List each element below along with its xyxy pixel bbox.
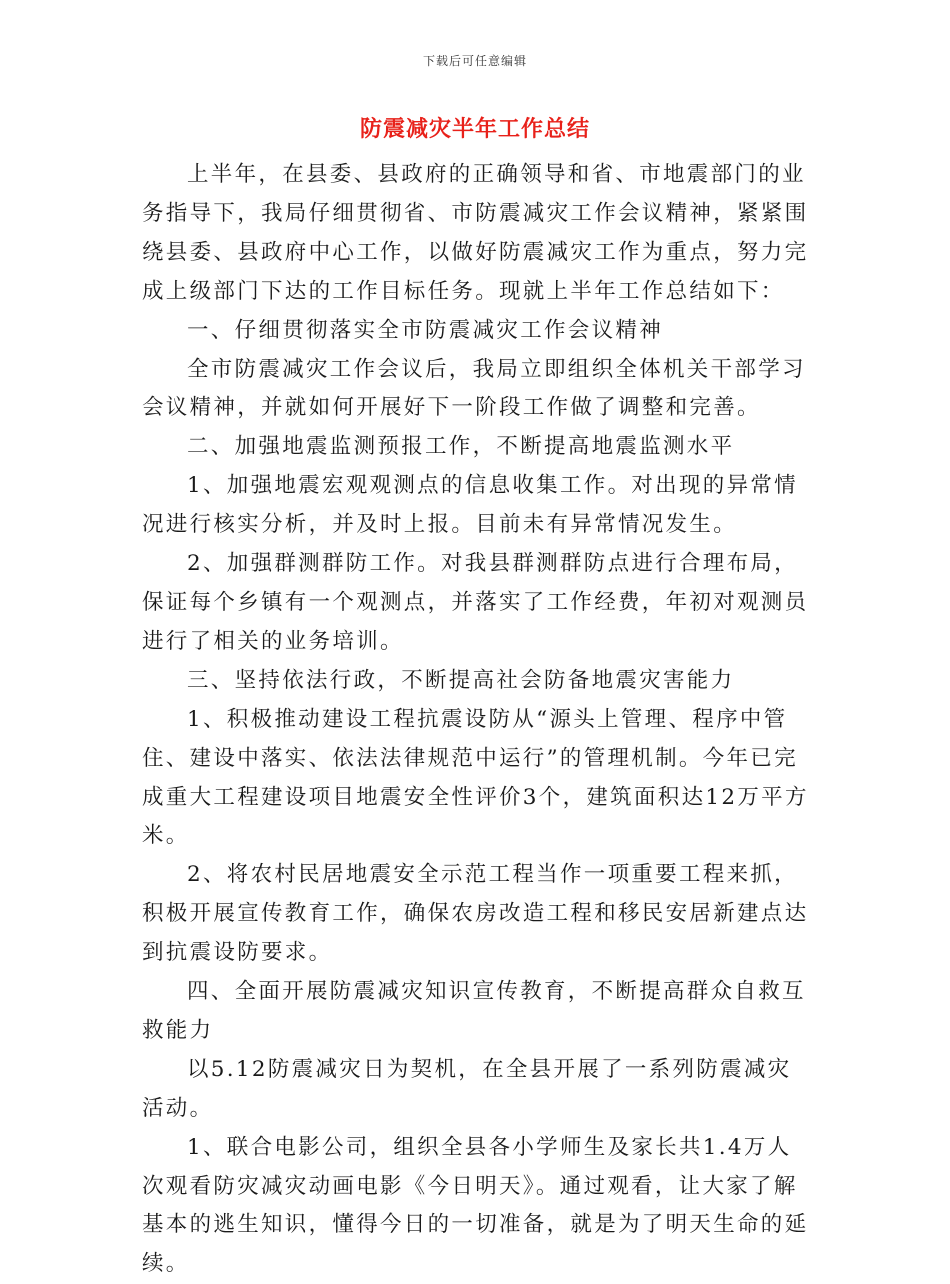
header-note: 下载后可任意编辑 (422, 54, 527, 68)
section-heading-4: 四、全面开展防震减灾知识宣传教育，不断提高群众自救互救能力 (142, 979, 806, 1043)
document-body (142, 156, 810, 1284)
paragraph: 1、积极推动建设工程抗震设防从“源头上管理、程序中管住、建设中落实、依法法律规范中运行”的管理机制。今年已完成重大工程建设项目地震安全性评价3个，建筑面积达12万平方米。 (142, 706, 809, 849)
section-heading-2: 二、加强地震监测预报工作，不断提高地震监测水平 (187, 434, 735, 460)
paragraph: 2、将农村民居地震安全示范工程当作一项重要工程来抓，积极开展宣传教育工作，确保农房改造工程和移民安居新建点达到抗震设防要求。 (142, 862, 809, 966)
section-heading-3: 三、坚持依法行政，不断提高社会防备地震灾害能力 (187, 667, 735, 693)
paragraph: 1、联合电影公司，组织全县各小学师生及家长共1.4万人次观看防灾减灾动画电影《今日明天》。通过观看，让大家了解基本的逃生知识，懂得今日的一切准备，就是为了明天生命的延续。 (142, 1134, 809, 1277)
paragraph-intro: 上半年，在县委、县政府的正确领导和省、市地震部门的业务指导下，我局仔细贯彻省、市防震减灾工作会议精神，紧紧围绕县委、县政府中心工作，以做好防震减灾工作为重点，努力完成上级部门下达的工作目标任务。现就上半年工作总结如下： (142, 162, 809, 304)
document-title: 防震减灾半年工作总结 (359, 116, 590, 142)
paragraph: 2、加强群测群防工作。对我县群测群防点进行合理布局，保证每个乡镇有一个观测点，并落实了工作经费，年初对观测员进行了相关的业务培训。 (142, 551, 809, 654)
paragraph: 全市防震减灾工作会议后，我局立即组织全体机关干部学习会议精神，并就如何开展好下一阶段工作做了调整和完善。 (142, 356, 806, 421)
paragraph: 1、加强地震宏观观测点的信息收集工作。对出现的异常情况进行核实分析，并及时上报。目前未有异常情况发生。 (142, 473, 798, 538)
section-heading-1: 一、仔细贯彻落实全市防震减灾工作会议精神 (187, 317, 664, 343)
paragraph: 以5.12防震减灾日为契机，在全县开展了一系列防震减灾活动。 (142, 1056, 792, 1121)
